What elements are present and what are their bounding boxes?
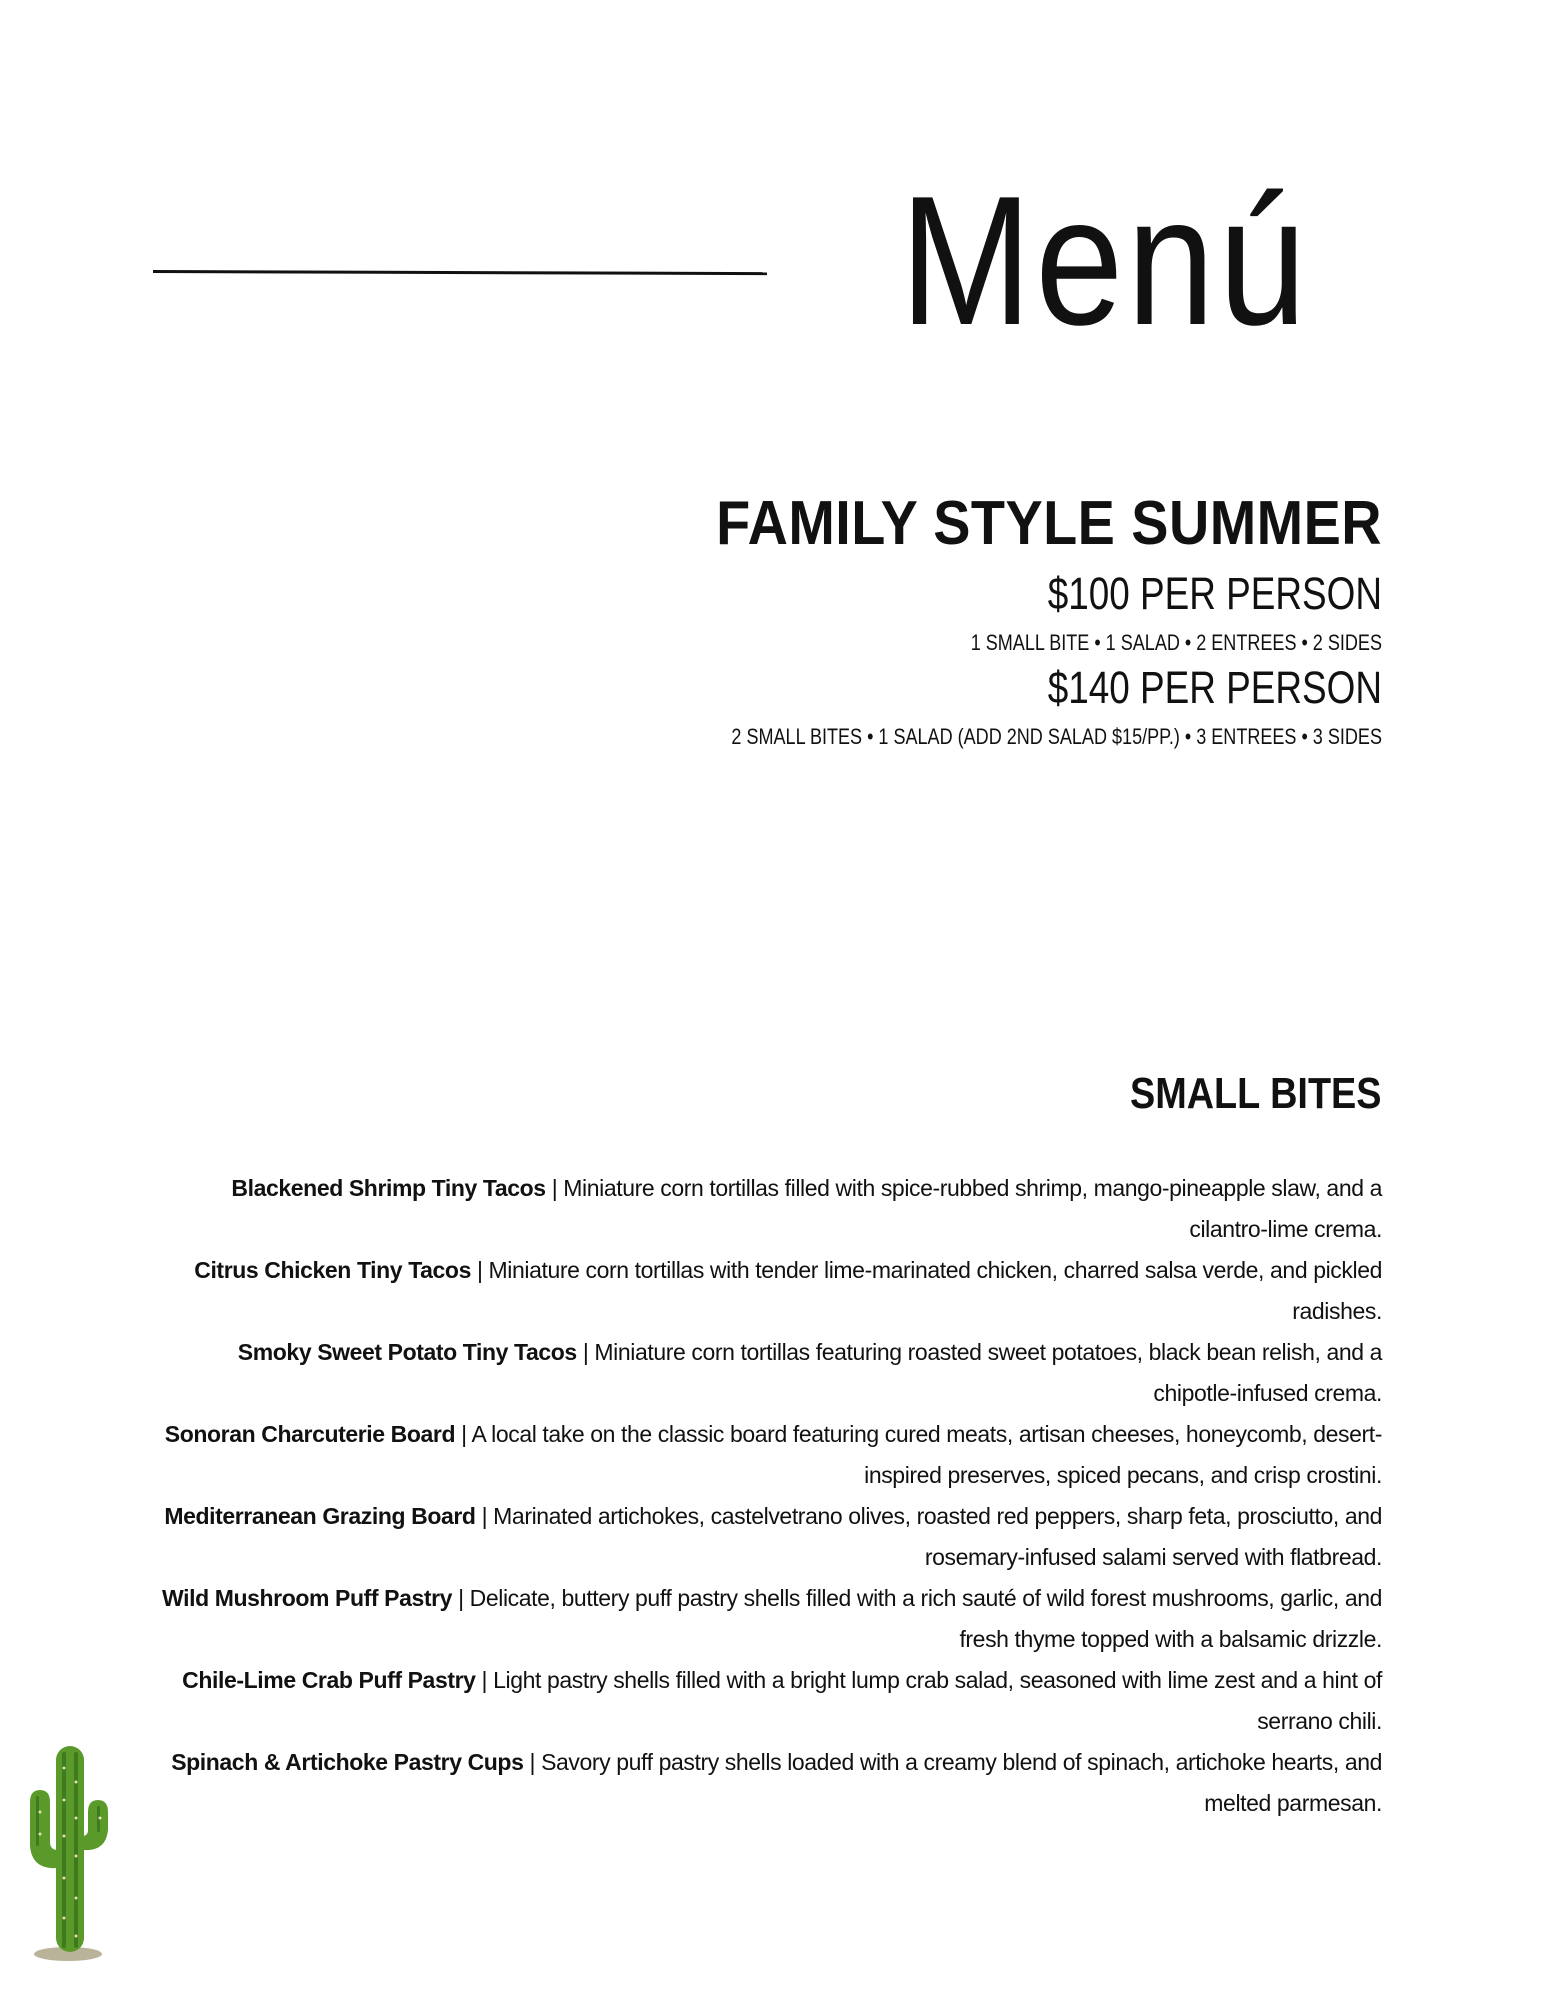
price-tier-2: $140 PER PERSON	[1047, 662, 1382, 713]
list-item	[155, 1660, 1382, 1742]
list-item	[155, 1742, 1382, 1824]
item-description: Light pastry shells filled with a bright lump crab salad, seasoned with lime zest and a hint of serrano chili.	[493, 1667, 1382, 1734]
item-description: Marinated artichokes, castelvetrano olives, roasted red peppers, sharp feta, prosciutto, and rosemary-infused salami served with flatbread.	[493, 1503, 1382, 1570]
list-item	[155, 1414, 1382, 1496]
page-title: Menú	[900, 157, 1310, 363]
item-description: Savory puff pastry shells loaded with a creamy blend of spinach, artichoke hearts, and melted parmesan.	[541, 1749, 1382, 1816]
item-name: Mediterranean Grazing Board	[164, 1503, 476, 1529]
item-name: Smoky Sweet Potato Tiny Tacos	[237, 1339, 577, 1365]
item-description: A local take on the classic board featuring cured meats, artisan cheeses, honeycomb, desert-inspired preserves, spiced pecans, and crisp crostini.	[471, 1421, 1382, 1488]
item-separator: |	[476, 1257, 483, 1283]
item-name: Spinach & Artichoke Pastry Cups	[171, 1749, 524, 1775]
item-name: Sonoran Charcuterie Board	[164, 1421, 456, 1447]
section-heading-small-bites: SMALL BITES	[1130, 1069, 1382, 1118]
list-item	[155, 1168, 1382, 1250]
menu-heading: FAMILY STYLE SUMMER	[716, 489, 1382, 558]
decorative-rule	[153, 270, 767, 275]
item-name: Wild Mushroom Puff Pastry	[161, 1585, 453, 1611]
small-bites-list	[155, 1168, 1382, 1824]
item-separator: |	[481, 1667, 488, 1693]
item-separator: |	[461, 1421, 467, 1447]
menu-header	[382, 490, 1382, 752]
list-item	[155, 1496, 1382, 1578]
item-separator: |	[481, 1503, 488, 1529]
item-separator: |	[582, 1339, 589, 1365]
price-tier-1-details: 1 SMALL BITE • 1 SALAD • 2 ENTREES • 2 SIDES	[970, 630, 1382, 655]
cactus-icon	[18, 1738, 118, 1963]
item-description: Miniature corn tortillas filled with spice-rubbed shrimp, mango-pineapple slaw, and a cilantro-lime crema.	[563, 1175, 1382, 1242]
list-item	[155, 1250, 1382, 1332]
item-name: Chile-Lime Crab Puff Pastry	[182, 1667, 476, 1693]
item-description: Delicate, buttery puff pastry shells filled with a rich sauté of wild forest mushrooms, garlic, and fresh thyme topped with a balsamic drizzle.	[469, 1585, 1382, 1652]
item-description: Miniature corn tortillas with tender lime-marinated chicken, charred salsa verde, and pickled radishes.	[488, 1257, 1382, 1324]
price-tier-2-details: 2 SMALL BITES • 1 SALAD (ADD 2ND SALAD $15/PP.) • 3 ENTREES • 3 SIDES	[731, 724, 1382, 749]
item-description: Miniature corn tortillas featuring roasted sweet potatoes, black bean relish, and a chipotle-infused crema.	[594, 1339, 1382, 1406]
item-name: Blackened Shrimp Tiny Tacos	[231, 1175, 546, 1201]
list-item	[155, 1578, 1382, 1660]
item-separator: |	[551, 1175, 558, 1201]
item-separator: |	[458, 1585, 464, 1611]
item-name: Citrus Chicken Tiny Tacos	[194, 1257, 471, 1283]
price-tier-1: $100 PER PERSON	[1047, 568, 1382, 619]
list-item	[155, 1332, 1382, 1414]
item-separator: |	[529, 1749, 536, 1775]
